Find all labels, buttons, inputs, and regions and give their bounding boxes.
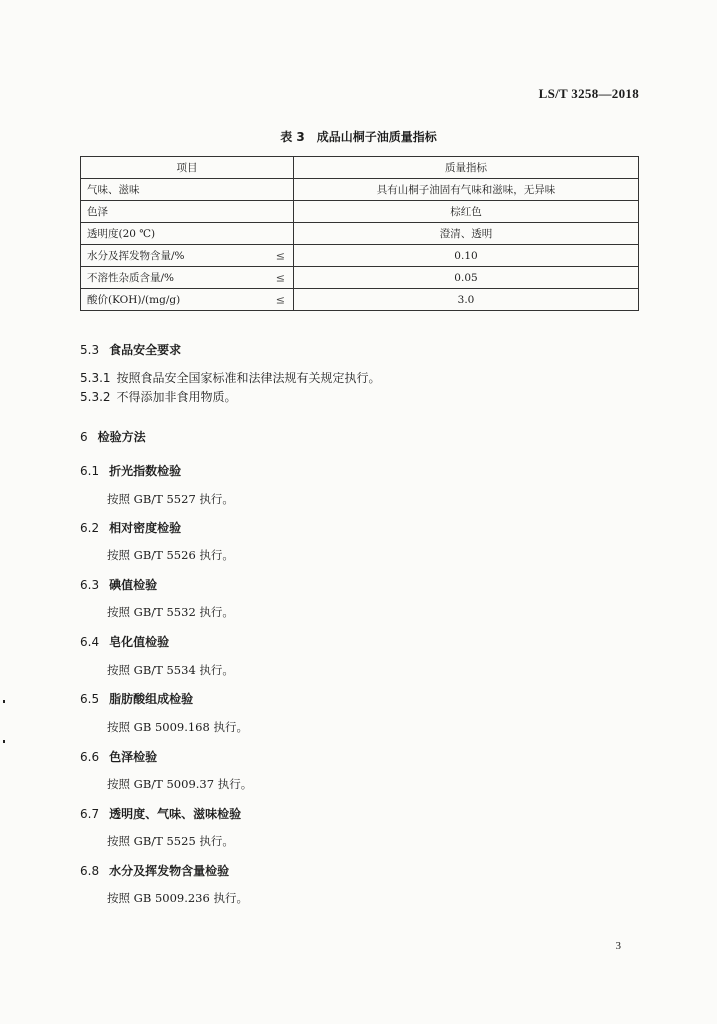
subsection-heading — [80, 862, 229, 879]
subsection-title: 水分及挥发物含量检验 — [109, 864, 230, 878]
subsection-text: 按照 GB/T 5525 执行。 — [107, 834, 234, 848]
subsection-heading — [80, 462, 181, 479]
subsection-number: 6.2 — [80, 521, 100, 535]
section-number: 5.3 — [80, 343, 100, 357]
subsection-text: 按照 GB 5009.168 执行。 — [107, 720, 248, 734]
subsection-heading — [80, 576, 157, 593]
table-row — [81, 201, 639, 223]
subsection-text: 按照 GB 5009.236 执行。 — [107, 891, 248, 905]
column-header-item: 项目 — [81, 157, 294, 179]
row-item — [81, 201, 294, 223]
row-value: 具有山桐子油固有气味和滋味，无异味 — [294, 179, 639, 201]
column-header-spec: 质量指标 — [294, 157, 639, 179]
row-value: 0.10 — [294, 245, 639, 267]
subsection-heading — [80, 805, 241, 822]
row-item-label: 色泽 — [87, 206, 108, 218]
clause-text: 不得添加非食用物质。 — [116, 390, 237, 404]
subsection-number: 6.6 — [80, 750, 100, 764]
page-number: 3 — [615, 940, 621, 952]
section-title: 食品安全要求 — [109, 343, 182, 357]
table-caption: 表 3 成品山桐子油质量指标 — [280, 130, 437, 144]
leq-symbol: ≤ — [275, 249, 285, 262]
leq-symbol: ≤ — [275, 293, 285, 306]
subsection-number: 6.3 — [80, 578, 100, 592]
row-item — [81, 223, 294, 245]
scan-edge-mark — [3, 740, 5, 743]
row-item-label: 酸价(KOH)/(mg/g) — [87, 294, 181, 306]
subsection-number: 6.7 — [80, 807, 100, 821]
scan-edge-mark — [3, 700, 5, 703]
subsection-title: 折光指数检验 — [109, 464, 182, 478]
subsection-title: 透明度、气味、滋味检验 — [109, 807, 242, 821]
subsection-heading — [80, 633, 169, 650]
table-row — [81, 223, 639, 245]
clause-number: 5.3.2 — [80, 390, 111, 404]
clause-number: 5.3.1 — [80, 371, 111, 385]
subsection-text: 按照 GB/T 5532 执行。 — [107, 605, 234, 619]
row-item — [81, 289, 294, 311]
subsection-heading — [80, 519, 181, 536]
row-item-label: 不溶性杂质含量/% — [87, 272, 175, 284]
table-header-row — [81, 157, 639, 179]
row-value: 棕红色 — [294, 201, 639, 223]
row-item-label: 气味、滋味 — [87, 184, 140, 196]
subsection-title: 碘值检验 — [109, 578, 158, 592]
row-item — [81, 245, 294, 267]
subsection-heading — [80, 748, 157, 765]
subsection-title: 皂化值检验 — [109, 635, 170, 649]
section-heading — [80, 341, 181, 358]
clause-text: 按照食品安全国家标准和法律法规有关规定执行。 — [116, 371, 381, 385]
row-item-label: 透明度(20 ℃) — [87, 228, 156, 240]
subsection-text: 按照 GB/T 5527 执行。 — [107, 492, 234, 506]
row-value: 3.0 — [294, 289, 639, 311]
row-item — [81, 267, 294, 289]
clause — [80, 369, 381, 386]
row-item — [81, 179, 294, 201]
subsection-title: 相对密度检验 — [109, 521, 182, 535]
subsection-title: 脂肪酸组成检验 — [109, 692, 194, 706]
standard-code: LS/T 3258—2018 — [538, 86, 639, 101]
chapter-number: 6 — [80, 430, 88, 444]
clause — [80, 388, 237, 405]
chapter-title: 检验方法 — [97, 430, 146, 444]
subsection-number: 6.5 — [80, 692, 100, 706]
table-row — [81, 289, 639, 311]
row-item-label: 水分及挥发物含量/% — [87, 250, 185, 262]
subsection-text: 按照 GB/T 5534 执行。 — [107, 663, 234, 677]
table-row — [81, 267, 639, 289]
row-value: 澄清、透明 — [294, 223, 639, 245]
subsection-number: 6.1 — [80, 464, 100, 478]
subsection-text: 按照 GB/T 5526 执行。 — [107, 548, 234, 562]
subsection-text: 按照 GB/T 5009.37 执行。 — [107, 777, 253, 791]
subsection-heading — [80, 690, 193, 707]
subsection-number: 6.8 — [80, 864, 100, 878]
subsection-title: 色泽检验 — [109, 750, 158, 764]
table-row — [81, 245, 639, 267]
table-row — [81, 179, 639, 201]
leq-symbol: ≤ — [275, 271, 285, 284]
quality-spec-table — [80, 156, 639, 311]
subsection-number: 6.4 — [80, 635, 100, 649]
row-value: 0.05 — [294, 267, 639, 289]
chapter-heading — [80, 428, 146, 445]
